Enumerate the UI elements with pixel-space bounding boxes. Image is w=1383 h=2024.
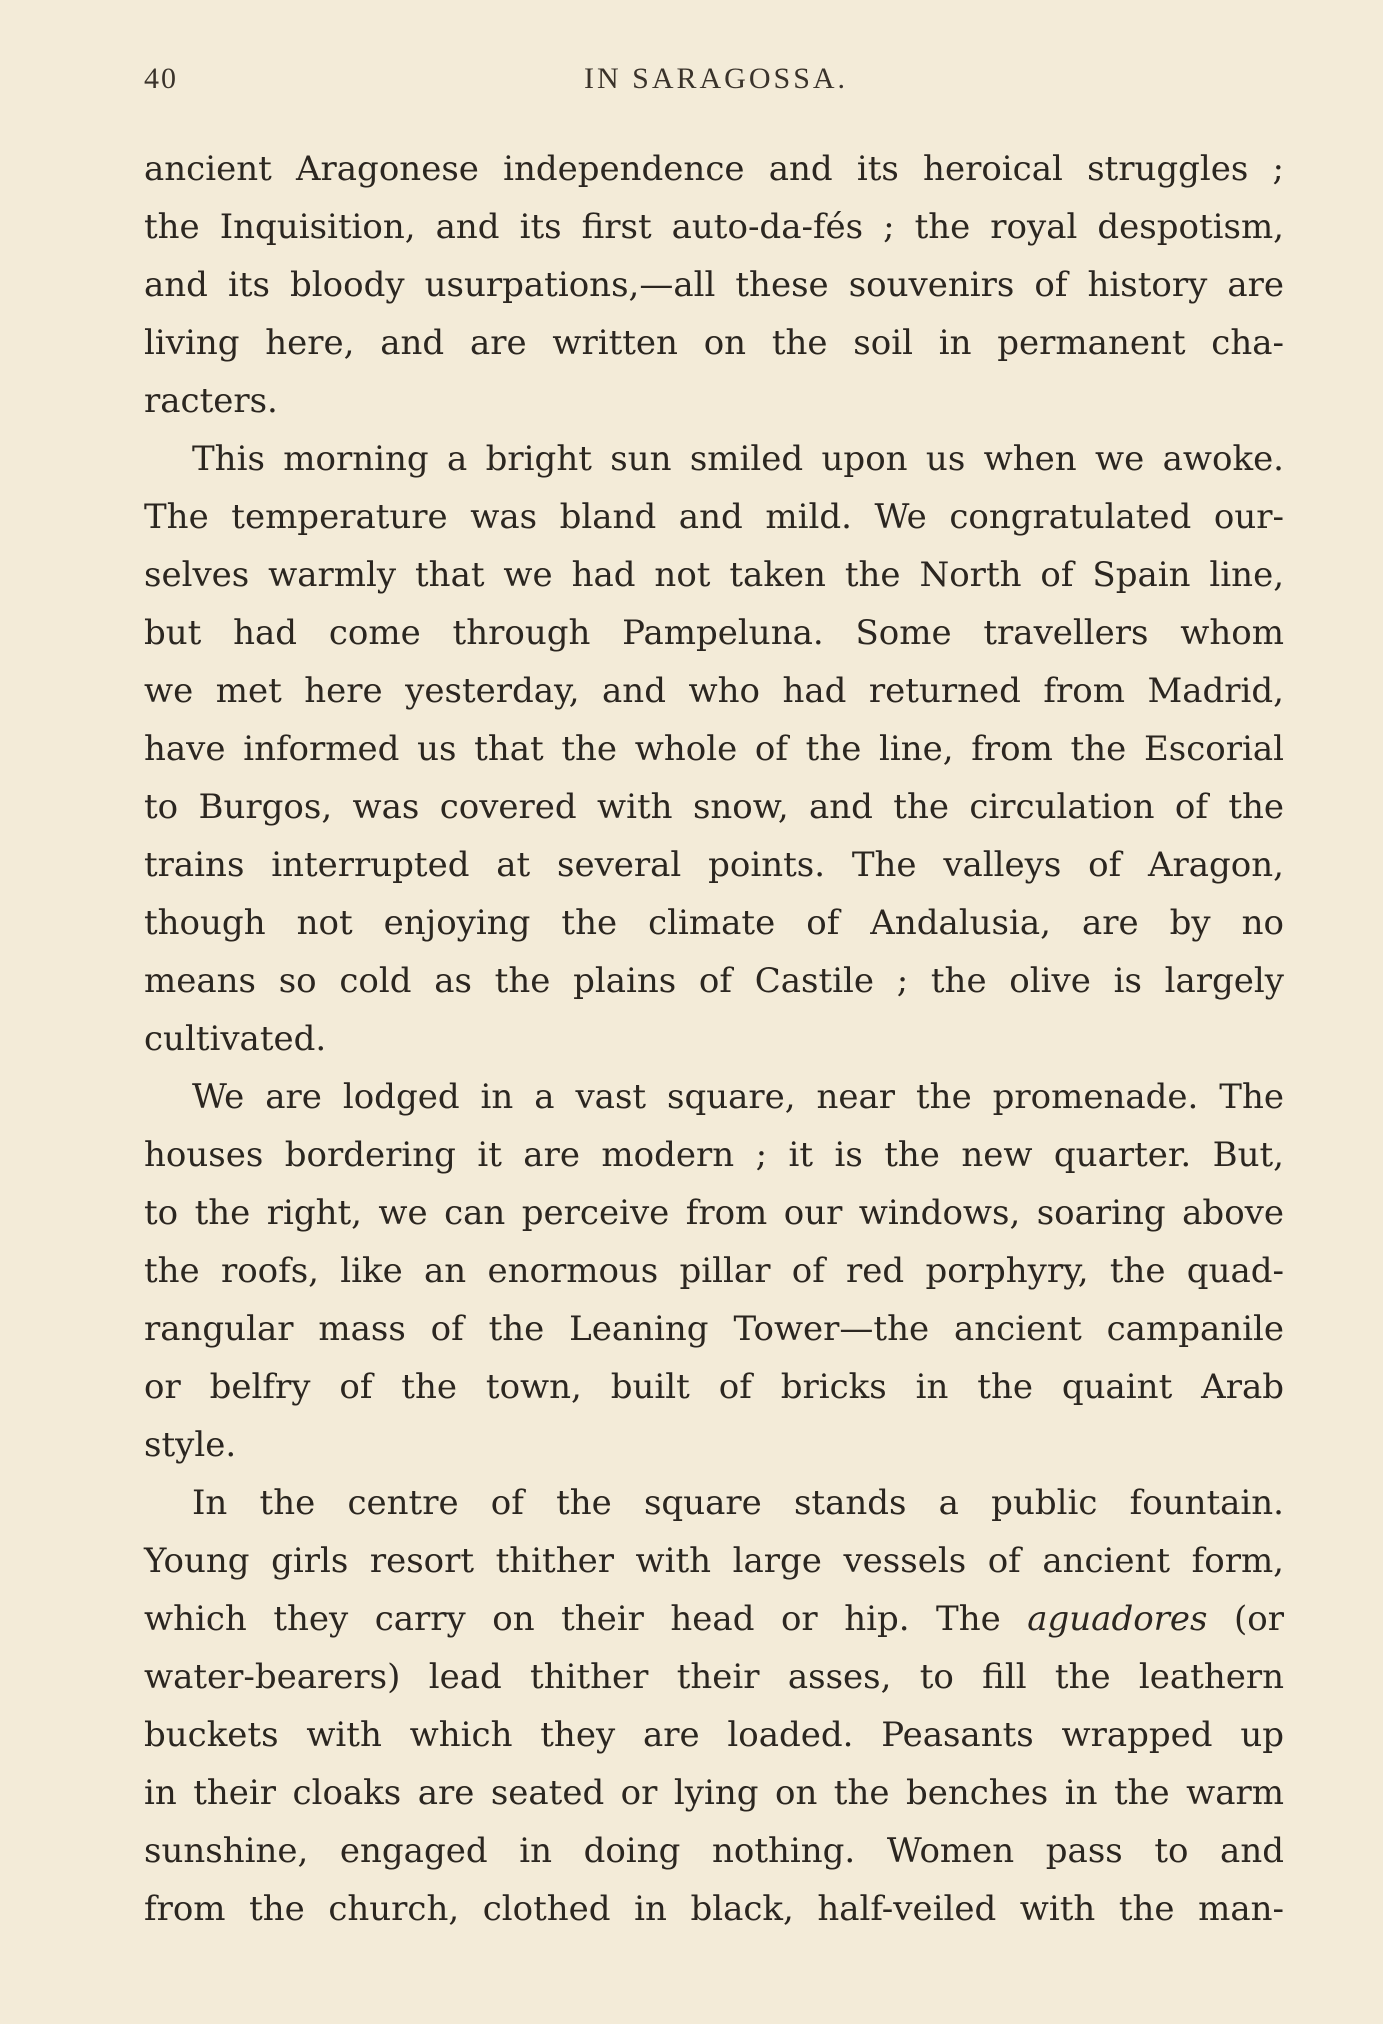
text-line: means so cold as the plains of Castile ; the olive is largely [144,961,1284,1001]
text-line: have informed us that the whole of the line, from the Escorial [144,729,1284,769]
text-line: selves warmly that we had not taken the North of Spain line, [144,555,1284,595]
text-line: we met here yesterday, and who had returned from Madrid, [144,671,1284,711]
text-line: We are lodged in a vast square, near the promenade. The [192,1077,1284,1117]
body-text [144,140,1284,1938]
text-line: cultivated. [144,1019,327,1059]
text-line: racters. [144,381,278,421]
running-title: IN SARAGOSSA. [584,62,849,95]
text-line: trains interrupted at several points. The valleys of Aragon, [144,845,1284,885]
text-line: to the right, we can perceive from our windows, soaring above [144,1193,1284,1233]
text-line: living here, and are written on the soil in permanent cha- [144,323,1284,363]
text-run: which they carry on their head or hip. The [144,1599,1028,1639]
text-line: style. [144,1425,237,1465]
text-line: though not enjoying the climate of Andalusia, are by no [144,903,1284,943]
paragraph-4 [144,1474,1284,1938]
text-line: water-bearers) lead thither their asses, to fill the leathern [144,1657,1284,1697]
text-line-with-italic [144,1590,1284,1648]
text-line: or belfry of the town, built of bricks in the quaint Arab [144,1367,1284,1407]
page-number: 40 [144,62,178,95]
text-line: houses bordering it are modern ; it is the new quarter. But, [144,1135,1284,1175]
text-line: the Inquisition, and its first auto-da-fés ; the royal despotism, [144,207,1284,247]
text-line: sunshine, engaged in doing nothing. Women pass to and [144,1831,1284,1871]
text-line: ancient Aragonese independence and its heroical struggles ; [144,149,1284,189]
paragraph-3 [144,1068,1284,1474]
text-line: the roofs, like an enormous pillar of red porphyry, the quad- [144,1251,1284,1291]
running-head [144,62,1284,102]
text-line: The temperature was bland and mild. We congratulated our- [144,497,1284,537]
text-line: rangular mass of the Leaning Tower—the ancient campanile [144,1309,1284,1349]
italic-term: aguadores [1027,1599,1208,1639]
text-run: (or [1207,1599,1284,1639]
text-line: buckets with which they are loaded. Peasants wrapped up [144,1715,1284,1755]
text-line: in their cloaks are seated or lying on the benches in the warm [144,1773,1284,1813]
text-line: This morning a bright sun smiled upon us when we awoke. [192,439,1284,479]
text-line: to Burgos, was covered with snow, and the circulation of the [144,787,1284,827]
text-line: and its bloody usurpations,—all these souvenirs of history are [144,265,1284,305]
paragraph-1 [144,140,1284,430]
text-line: from the church, clothed in black, half-veiled with the man- [144,1889,1284,1929]
text-line: In the centre of the square stands a public fountain. [192,1483,1284,1523]
text-line: but had come through Pampeluna. Some travellers whom [144,613,1284,653]
paragraph-2 [144,430,1284,1068]
text-line: Young girls resort thither with large vessels of ancient form, [144,1541,1284,1581]
